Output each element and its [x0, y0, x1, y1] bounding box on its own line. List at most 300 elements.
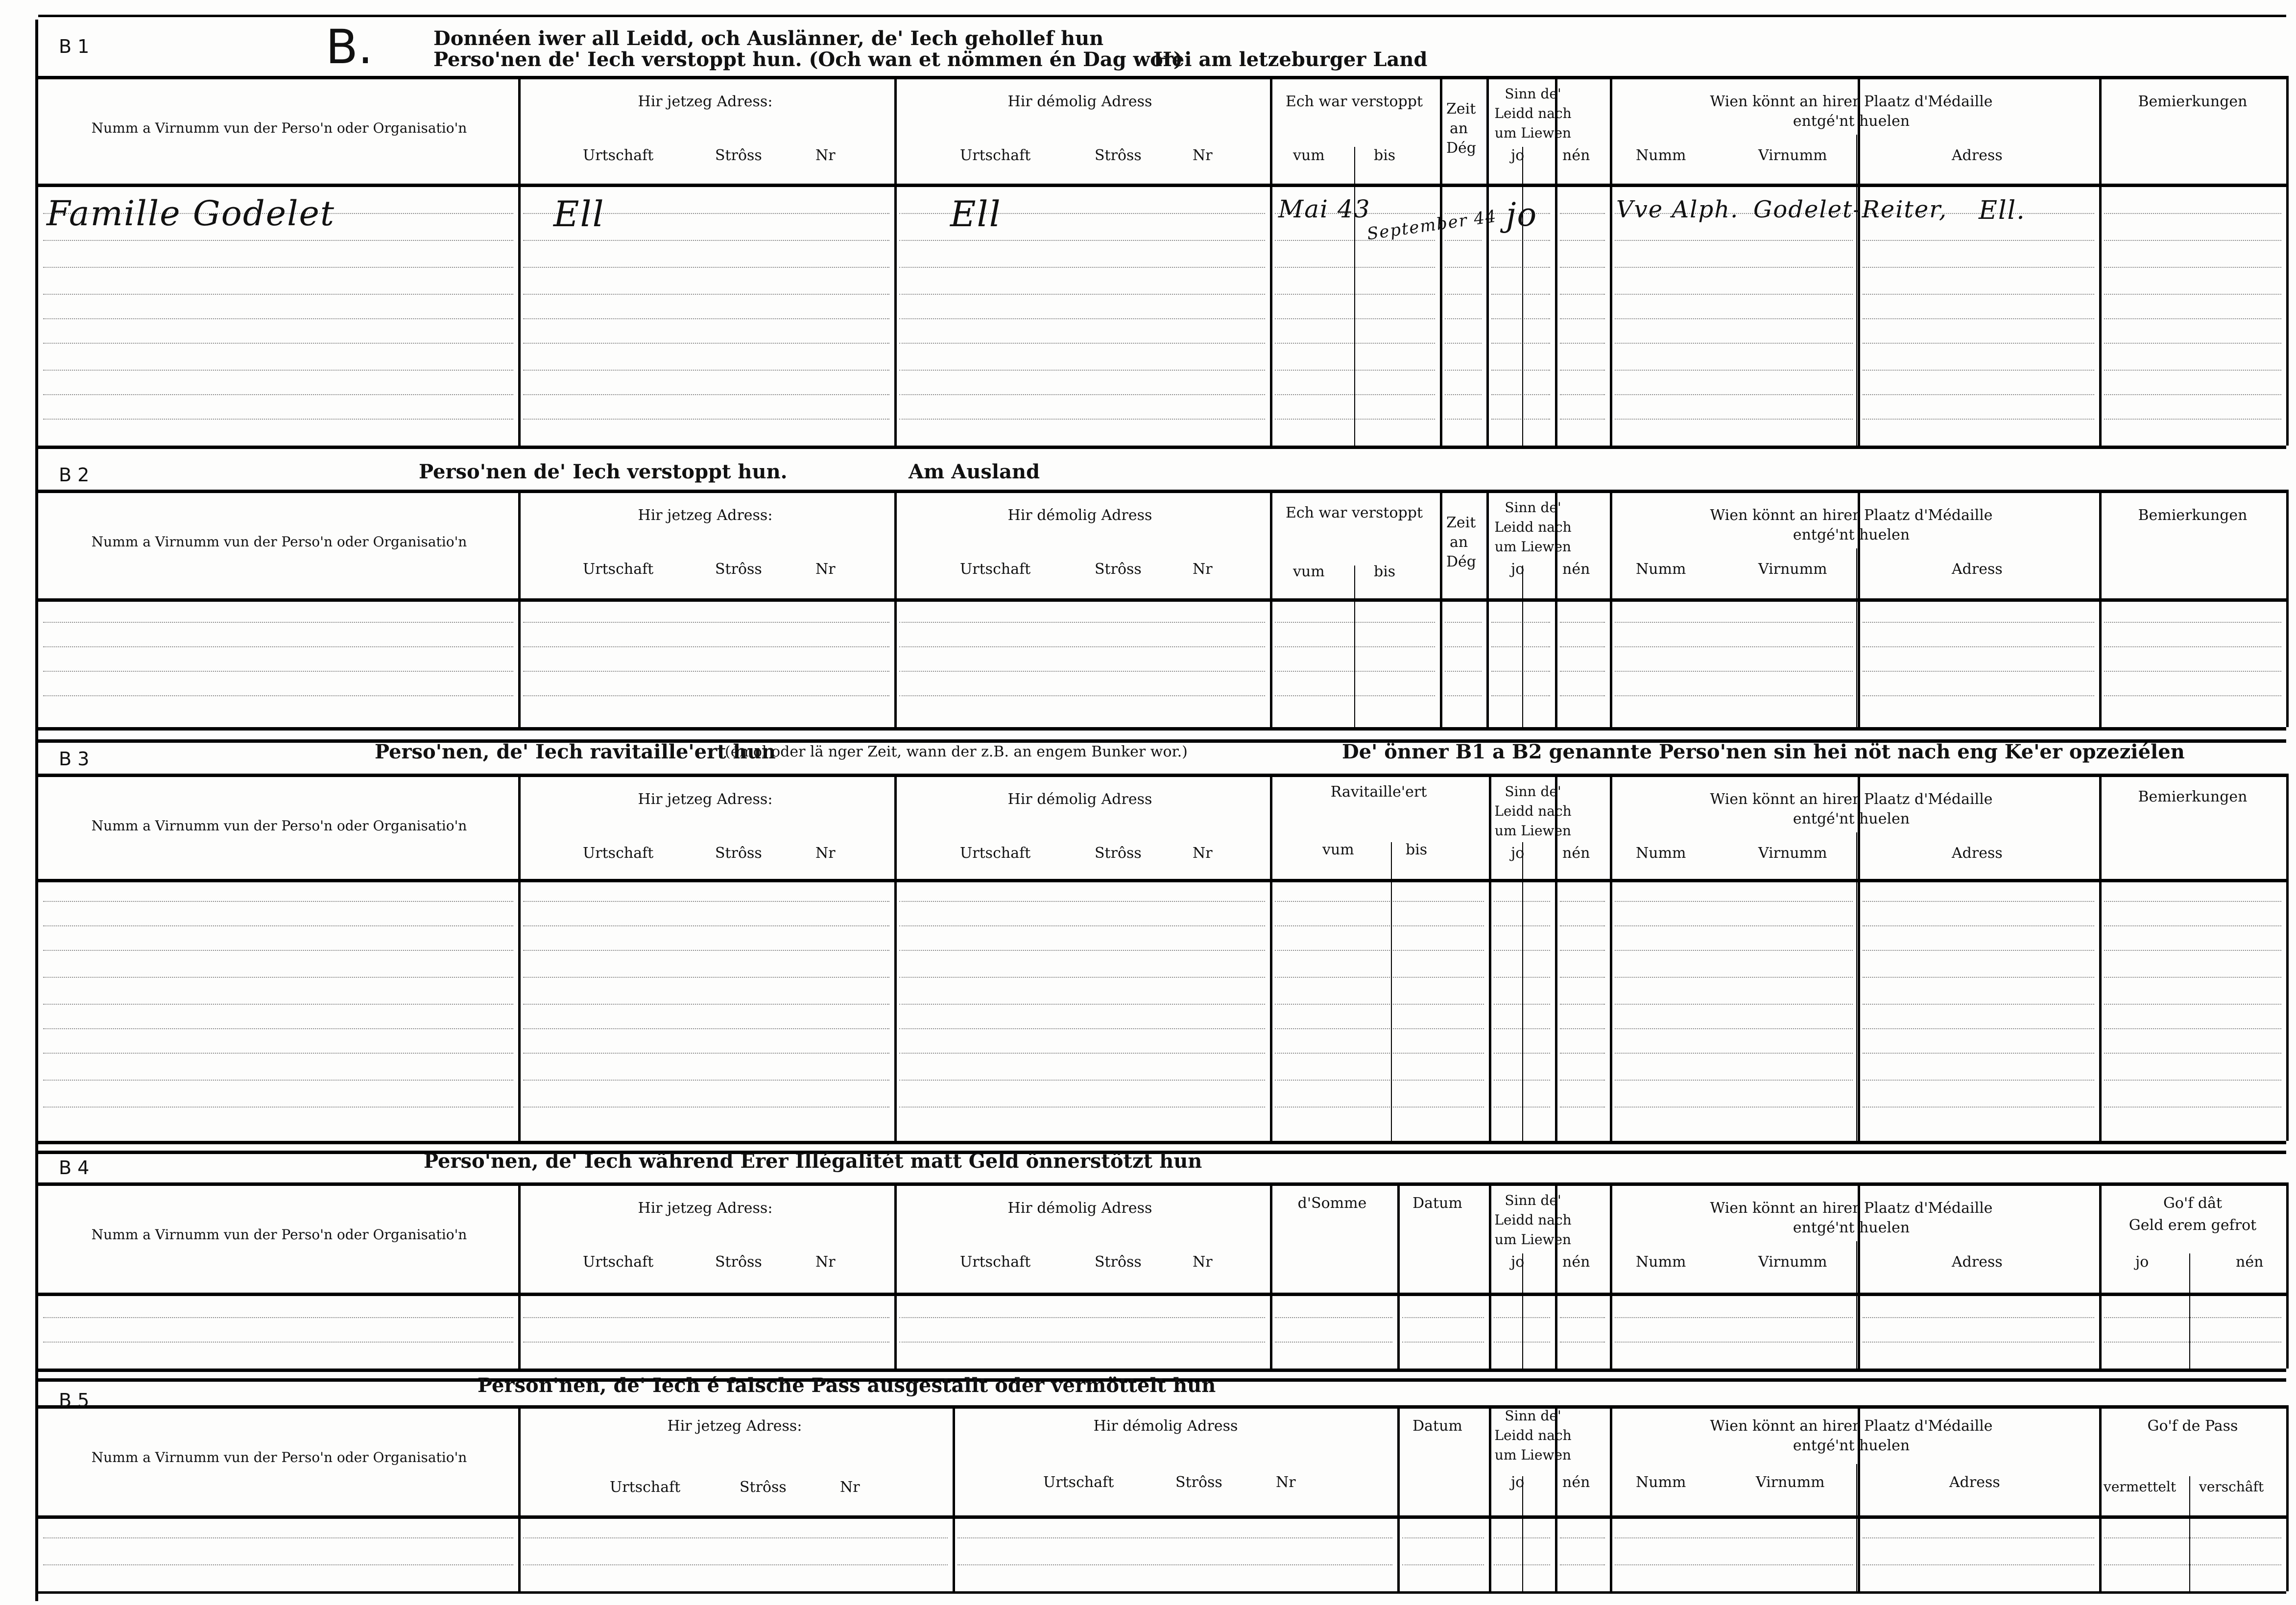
- sub-header: Dég: [1446, 140, 1477, 157]
- column-divider: [2286, 490, 2289, 727]
- entry-line: [2104, 977, 2281, 978]
- entry-line: [1863, 1080, 2094, 1081]
- sub-header: nén: [1562, 845, 1590, 862]
- section-rule: [38, 490, 2286, 493]
- sub-header: Nr: [815, 561, 836, 578]
- entry-line: [1402, 1564, 1484, 1565]
- entry-line: [1275, 1028, 1484, 1029]
- column-divider: [2099, 76, 2102, 446]
- section-title: Person'nen, de' Iech é falsche Pass ausgestallt oder vermöttelt hun: [478, 1374, 1216, 1397]
- entry-line: [1863, 1028, 2094, 1029]
- entry-line: [43, 1080, 513, 1081]
- entry-line: [1615, 1028, 1853, 1029]
- entry-line: [899, 419, 1265, 420]
- sub-header: Dég: [1446, 553, 1477, 570]
- entry-line: [1560, 1107, 1605, 1108]
- entry-line: [523, 901, 889, 902]
- handwritten-name[interactable]: Famille Godelet: [47, 193, 335, 234]
- entry-line: [1863, 370, 2094, 371]
- entry-line: [1560, 1028, 1605, 1029]
- entry-line: [1491, 240, 1550, 241]
- sub-header: Numm: [1636, 1474, 1686, 1491]
- column-divider: [2099, 490, 2102, 727]
- entry-line: [1491, 343, 1550, 344]
- entry-line: [523, 1080, 889, 1081]
- column-header: Wien könnt an hirer Plaatz d'Médaille: [1710, 507, 1993, 524]
- entry-line: [1445, 394, 1482, 395]
- entry-line: [2104, 394, 2281, 395]
- entry-line: [899, 622, 1265, 623]
- column-header: entgé'nt huelen: [1793, 1437, 1910, 1454]
- sub-header: jo: [1511, 1474, 1525, 1491]
- column-header: Hir démolig Adress: [1007, 1200, 1152, 1217]
- column-header: Wien könnt an hirer Plaatz d'Médaille: [1710, 93, 1993, 110]
- entry-line: [1445, 370, 1482, 371]
- sub-header: nén: [1562, 1474, 1590, 1491]
- entry-line: [1445, 318, 1482, 319]
- column-divider: [1858, 490, 1860, 727]
- entry-line: [1560, 343, 1605, 344]
- column-divider: [1856, 1464, 1857, 1591]
- entry-line: [1491, 622, 1550, 623]
- entry-line: [2104, 950, 2281, 951]
- column-divider: [1856, 832, 1857, 1141]
- sub-header: Numm: [1636, 561, 1686, 578]
- entry-line: [2104, 318, 2281, 319]
- column-divider: [1522, 1253, 1523, 1369]
- entry-line: [899, 1342, 1265, 1343]
- column-divider: [894, 774, 897, 1141]
- entry-line: [1615, 343, 1853, 344]
- section-rule: [38, 15, 2286, 17]
- sub-header: vum: [1322, 841, 1354, 858]
- entry-line: [523, 294, 889, 295]
- column-header: Ech war verstoppt: [1285, 504, 1423, 521]
- column-divider: [1858, 76, 1860, 446]
- entry-line: [2104, 240, 2281, 241]
- entry-line: [1491, 370, 1550, 371]
- sub-header: Strôss: [1175, 1474, 1222, 1491]
- sub-header: Urtschaft: [960, 1253, 1031, 1271]
- sub-header: nén: [1562, 1253, 1590, 1271]
- sub-header: Virnumm: [1758, 147, 1827, 164]
- entry-line: [523, 394, 889, 395]
- section-rule: [38, 1182, 2286, 1186]
- entry-line: [1491, 318, 1550, 319]
- handwritten-firstname[interactable]: Godelet-Reiter,: [1753, 196, 1948, 223]
- entry-line: [1560, 622, 1605, 623]
- column-divider: [518, 1405, 521, 1591]
- entry-line: [899, 267, 1265, 268]
- sub-header: Strôss: [1095, 845, 1142, 862]
- entry-line: [43, 1028, 513, 1029]
- section-title: Donnéen iwer all Leidd, och Auslänner, de' Iech gehollef hun: [433, 27, 1104, 50]
- column-header-name: Numm a Virnumm vun der Perso'n oder Organisatio'n: [91, 120, 467, 136]
- column-header: Bemierkungen: [2138, 93, 2248, 110]
- sub-header: Nr: [1193, 1253, 1213, 1271]
- sub-header: Strôss: [715, 147, 762, 164]
- column-header: Leidd nach: [1494, 1212, 1572, 1228]
- column-header-name: Numm a Virnumm vun der Perso'n oder Organisatio'n: [91, 534, 467, 550]
- sub-header: vermettelt: [2104, 1479, 2176, 1495]
- entry-line: [1560, 950, 1605, 951]
- entry-line: [1560, 267, 1605, 268]
- entry-line: [1863, 695, 2094, 696]
- handwritten-date[interactable]: September 44: [1365, 206, 1498, 244]
- sub-header: jo: [1511, 561, 1525, 578]
- entry-line: [1275, 901, 1484, 902]
- entry-line: [523, 1004, 889, 1005]
- entry-line: [1615, 1564, 1853, 1565]
- entry-line: [2104, 1537, 2281, 1538]
- sub-header: Urtschaft: [583, 561, 654, 578]
- entry-line: [2104, 1564, 2281, 1565]
- sub-header: Urtschaft: [960, 845, 1031, 862]
- entry-line: [2104, 1080, 2281, 1081]
- entry-line: [1615, 1080, 1853, 1081]
- sub-header: Urtschaft: [960, 147, 1031, 164]
- entry-line: [2104, 1028, 2281, 1029]
- entry-line: [523, 1028, 889, 1029]
- entry-line: [523, 1342, 889, 1343]
- sub-header: nén: [1562, 561, 1590, 578]
- column-divider: [1522, 1476, 1523, 1591]
- sub-header: Strôss: [1095, 147, 1142, 164]
- entry-line: [1491, 394, 1550, 395]
- section-rule: [38, 1405, 2286, 1409]
- column-divider: [1354, 147, 1355, 446]
- entry-line: [43, 240, 513, 241]
- column-header: Wien könnt an hirer Plaatz d'Médaille: [1710, 1417, 1993, 1435]
- sub-header: Virnumm: [1758, 845, 1827, 862]
- entry-line: [1560, 977, 1605, 978]
- entry-line: [899, 925, 1265, 926]
- column-divider: [1391, 842, 1392, 1141]
- entry-line: [43, 977, 513, 978]
- entry-line: [1560, 925, 1605, 926]
- section-id-b5: B 5: [59, 1390, 90, 1411]
- entry-line: [1445, 622, 1482, 623]
- handwritten-place[interactable]: Ell: [950, 193, 1002, 235]
- entry-line: [1560, 240, 1605, 241]
- handwritten-place[interactable]: Ell: [553, 193, 605, 235]
- section-rule: [38, 879, 2286, 882]
- column-header: Sinn de': [1505, 1192, 1561, 1208]
- sub-header: Nr: [840, 1479, 860, 1496]
- entry-line: [523, 646, 889, 647]
- entry-line: [899, 394, 1265, 395]
- entry-line: [43, 343, 513, 344]
- entry-line: [1445, 695, 1482, 696]
- column-header: Hir jetzeg Adress:: [667, 1417, 802, 1435]
- entry-line: [523, 343, 889, 344]
- entry-line: [1863, 343, 2094, 344]
- sub-header: bis: [1374, 147, 1396, 164]
- sub-header: jo: [2135, 1253, 2149, 1271]
- column-header: Ravitaille'ert: [1330, 783, 1427, 801]
- section-rule: [38, 598, 2286, 602]
- sub-header: Virnumm: [1756, 1474, 1825, 1491]
- entry-line: [1863, 1564, 2094, 1565]
- entry-line: [523, 267, 889, 268]
- entry-line: [1560, 646, 1605, 647]
- entry-line: [523, 1564, 948, 1565]
- sub-header: Numm: [1636, 147, 1686, 164]
- entry-line: [1275, 1053, 1484, 1054]
- entry-line: [1863, 950, 2094, 951]
- column-header: Leidd nach: [1494, 803, 1572, 819]
- entry-line: [1615, 370, 1853, 371]
- section-rule: [38, 1293, 2286, 1296]
- entry-line: [523, 1317, 889, 1318]
- column-divider: [894, 76, 897, 446]
- entry-line: [523, 318, 889, 319]
- entry-line: [43, 671, 513, 672]
- section-rule: [38, 1515, 2286, 1519]
- handwritten-surname[interactable]: Vve Alph.: [1616, 196, 1739, 223]
- entry-line: [2104, 419, 2281, 420]
- entry-line: [1445, 294, 1482, 295]
- entry-line: [1863, 977, 2094, 978]
- column-divider: [1522, 566, 1523, 727]
- sub-header: Strôss: [715, 845, 762, 862]
- entry-line: [43, 294, 513, 295]
- column-header: um Liewen: [1494, 1231, 1572, 1248]
- column-header: um Liewen: [1494, 1447, 1572, 1463]
- column-header: Hir jetzeg Adress:: [638, 507, 773, 524]
- entry-line: [2104, 1004, 2281, 1005]
- entry-line: [1560, 370, 1605, 371]
- column-header: um Liewen: [1494, 125, 1572, 141]
- column-divider: [1270, 774, 1272, 1141]
- entry-line: [1445, 646, 1482, 647]
- entry-line: [1863, 901, 2094, 902]
- column-header: Leidd nach: [1494, 519, 1572, 535]
- entry-line: [523, 925, 889, 926]
- handwritten-address[interactable]: Ell.: [1979, 196, 2026, 225]
- column-divider: [894, 490, 897, 727]
- entry-line: [1615, 419, 1853, 420]
- column-header: Geld erem gefrot: [2129, 1217, 2257, 1234]
- entry-line: [523, 419, 889, 420]
- entry-line: [1615, 267, 1853, 268]
- sub-header: Urtschaft: [1043, 1474, 1114, 1491]
- entry-line: [1863, 646, 2094, 647]
- entry-line: [43, 622, 513, 623]
- entry-line: [43, 370, 513, 371]
- entry-line: [2104, 343, 2281, 344]
- column-header: entgé'nt huelen: [1793, 526, 1910, 543]
- column-divider: [1858, 774, 1860, 1141]
- entry-line: [2104, 1317, 2281, 1318]
- entry-line: [899, 950, 1265, 951]
- sub-header: Urtschaft: [583, 845, 654, 862]
- section-title-right: Hei am letzeburger Land: [1153, 48, 1428, 71]
- entry-line: [899, 1317, 1265, 1318]
- sub-header: bis: [1406, 841, 1428, 858]
- entry-line: [1560, 318, 1605, 319]
- column-header-name: Numm a Virnumm vun der Perso'n oder Organisatio'n: [91, 818, 467, 834]
- entry-line: [899, 1080, 1265, 1081]
- sub-header: an: [1450, 534, 1468, 551]
- entry-line: [1275, 1080, 1484, 1081]
- entry-line: [1615, 950, 1853, 951]
- entry-line: [2104, 267, 2281, 268]
- entry-line: [1615, 622, 1853, 623]
- column-divider: [1856, 548, 1857, 727]
- section-rule: [38, 1369, 2286, 1372]
- entry-line: [1615, 901, 1853, 902]
- entry-line: [2104, 370, 2281, 371]
- section-id-b1: B 1: [59, 36, 90, 57]
- entry-line: [2104, 1107, 2281, 1108]
- entry-line: [1560, 1564, 1605, 1565]
- sub-header: Strôss: [715, 1253, 762, 1271]
- section-title-right: De' önner B1 a B2 genannte Perso'nen sin hei nöt nach eng Ke'er opzeziélen: [1342, 740, 2185, 763]
- entry-line: [1560, 1004, 1605, 1005]
- entry-line: [899, 671, 1265, 672]
- entry-line: [1615, 646, 1853, 647]
- entry-line: [2104, 1053, 2281, 1054]
- column-header: Go'f dât: [2163, 1195, 2223, 1212]
- column-divider: [953, 1405, 955, 1591]
- entry-line: [1491, 695, 1550, 696]
- sub-header: jo: [1511, 845, 1525, 862]
- sub-header: Urtschaft: [583, 1253, 654, 1271]
- entry-line: [1615, 1004, 1853, 1005]
- sub-header: Nr: [815, 147, 836, 164]
- entry-line: [523, 1537, 948, 1538]
- sub-header: nén: [2236, 1253, 2264, 1271]
- entry-line: [1491, 267, 1550, 268]
- column-header: d'Somme: [1297, 1195, 1367, 1212]
- column-divider: [518, 76, 521, 446]
- sub-header: Nr: [815, 1253, 836, 1271]
- entry-line: [43, 1004, 513, 1005]
- section-rule: [38, 76, 2286, 79]
- entry-line: [1445, 419, 1482, 420]
- sub-header: Urtschaft: [960, 561, 1031, 578]
- sub-header: verschâft: [2199, 1479, 2264, 1495]
- entry-line: [1863, 1537, 2094, 1538]
- sub-header: Nr: [1193, 147, 1213, 164]
- entry-line: [899, 294, 1265, 295]
- entry-line: [1491, 671, 1550, 672]
- entry-line: [1615, 925, 1853, 926]
- sub-header: Adress: [1952, 561, 2003, 578]
- entry-line: [1275, 950, 1484, 951]
- entry-line: [1560, 1342, 1605, 1343]
- section-rule: [38, 1141, 2286, 1144]
- entry-line: [899, 240, 1265, 241]
- sub-header: Virnumm: [1758, 561, 1827, 578]
- entry-line: [1275, 977, 1484, 978]
- entry-line: [43, 394, 513, 395]
- entry-line: [43, 925, 513, 926]
- section-id-b4: B 4: [59, 1157, 90, 1179]
- entry-line: [1863, 1107, 2094, 1108]
- entry-line: [43, 901, 513, 902]
- entry-line: [43, 318, 513, 319]
- entry-line: [43, 950, 513, 951]
- entry-line: [43, 267, 513, 268]
- entry-line: [523, 695, 889, 696]
- handwritten-date[interactable]: Mai 43: [1278, 195, 1371, 223]
- entry-line: [43, 1107, 513, 1108]
- sub-header: Nr: [1276, 1474, 1296, 1491]
- column-header: Sinn de': [1505, 86, 1561, 102]
- entry-line: [1863, 240, 2094, 241]
- entry-line: [523, 240, 889, 241]
- entry-line: [43, 419, 513, 420]
- entry-line: [1445, 671, 1482, 672]
- sub-header: nén: [1562, 147, 1590, 164]
- entry-line: [1560, 695, 1605, 696]
- column-header: Sinn de': [1505, 1408, 1561, 1424]
- entry-line: [1863, 925, 2094, 926]
- entry-line: [1275, 1342, 1392, 1343]
- column-divider: [1354, 566, 1355, 727]
- entry-line: [899, 1028, 1265, 1029]
- entry-line: [1863, 622, 2094, 623]
- section-subtitle: Perso'nen de' Iech verstoppt hun. (Och wan et nömmen én Dag wor): [433, 48, 1183, 71]
- entry-line: [1560, 394, 1605, 395]
- entry-line: [1863, 294, 2094, 295]
- column-header: um Liewen: [1494, 539, 1572, 555]
- column-header: entgé'nt huelen: [1793, 1219, 1910, 1236]
- entry-line: [523, 977, 889, 978]
- section-rule: [38, 446, 2286, 449]
- section-id-b3: B 3: [59, 748, 90, 770]
- entry-line: [899, 318, 1265, 319]
- entry-line: [523, 370, 889, 371]
- entry-line: [43, 1564, 513, 1565]
- column-divider: [2286, 76, 2289, 446]
- handwritten-yes[interactable]: jo: [1506, 196, 1538, 234]
- sub-header: Nr: [1193, 845, 1213, 862]
- section-note: (émol oder lä nger Zeit, wann der z.B. an engem Bunker wor.): [725, 743, 1188, 760]
- column-header: Leidd nach: [1494, 1427, 1572, 1443]
- sub-header: Urtschaft: [610, 1479, 681, 1496]
- column-divider: [518, 490, 521, 727]
- entry-line: [1275, 925, 1484, 926]
- sub-header: jo: [1511, 147, 1525, 164]
- section-rule: [38, 184, 2286, 187]
- entry-line: [2104, 695, 2281, 696]
- column-divider: [1856, 1241, 1857, 1369]
- sub-header: Adress: [1952, 845, 2003, 862]
- entry-line: [899, 1004, 1265, 1005]
- sub-header: Adress: [1952, 1253, 2003, 1271]
- entry-line: [1863, 267, 2094, 268]
- column-header: entgé'nt huelen: [1793, 113, 1910, 130]
- column-header: Sinn de': [1505, 499, 1561, 516]
- sub-header: jo: [1511, 1253, 1525, 1271]
- entry-line: [1615, 1107, 1853, 1108]
- column-header: Hir démolig Adress: [1093, 1417, 1238, 1435]
- section-title-right: Am Ausland: [909, 460, 1040, 483]
- entry-line: [43, 1053, 513, 1054]
- entry-line: [1863, 1004, 2094, 1005]
- entry-line: [1615, 394, 1853, 395]
- sub-header: Adress: [1949, 1474, 2000, 1491]
- column-header: Hir démolig Adress: [1007, 791, 1152, 808]
- entry-line: [1863, 394, 2094, 395]
- column-header: Leidd nach: [1494, 105, 1572, 121]
- entry-line: [899, 343, 1265, 344]
- column-divider: [2189, 1253, 2190, 1369]
- section-rule: [38, 1591, 2286, 1594]
